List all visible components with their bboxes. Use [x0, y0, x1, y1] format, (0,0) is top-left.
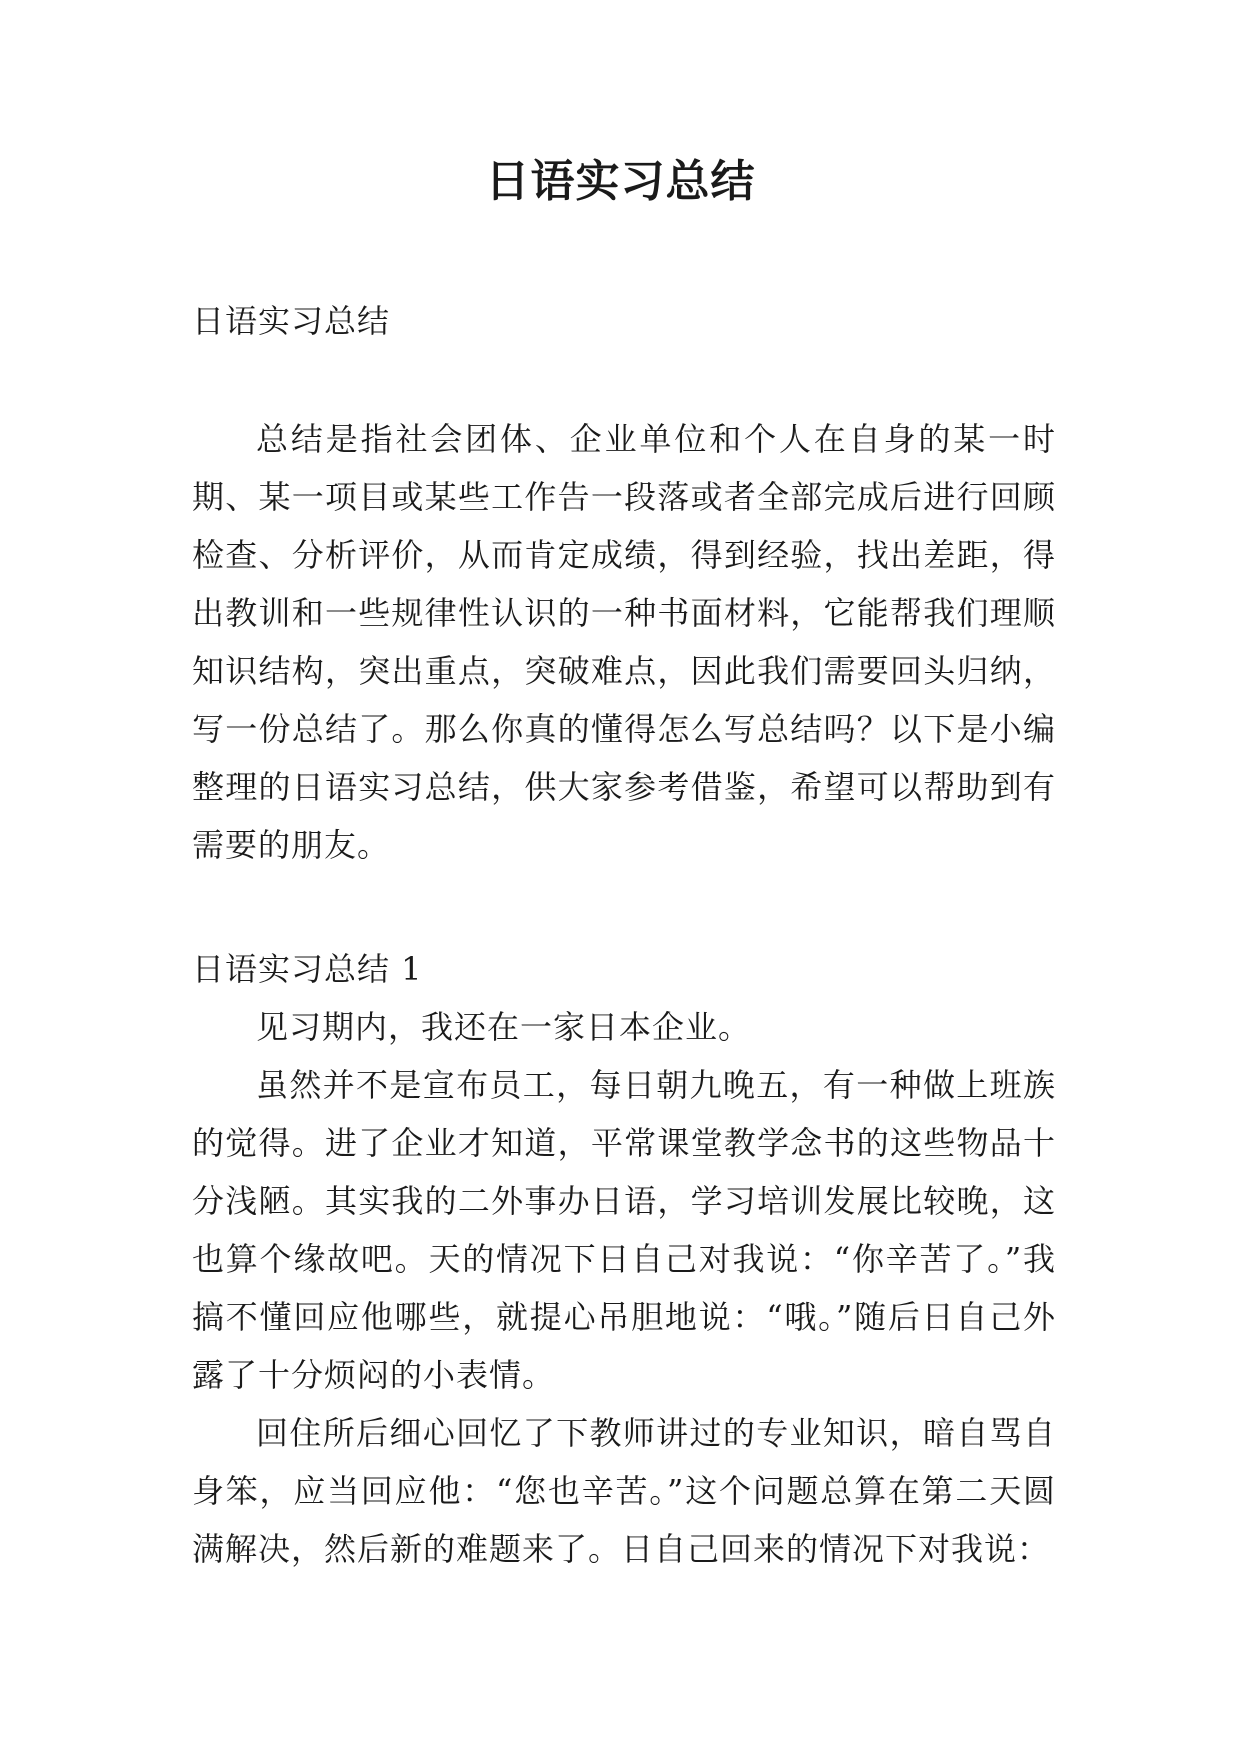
intro-paragraph: 总结是指社会团体、企业单位和个人在自身的某一时期、某一项目或某些工作告一段落或者全部完成后进行回顾检查、分析评价，从而肯定成绩，得到经验，找出差距，得出教训和一些规律性认识的一种书面材料，它能帮我们理顺知识结构，突出重点，突破难点，因此我们需要回头归纳，写一份总结了。那么你真的懂得怎么写总结吗？以下是小编整理的日语实习总结，供大家参考借鉴，希望可以帮助到有需要的朋友。	[192, 420, 1056, 864]
body-paragraph: 见习期内，我还在一家日本企业。	[256, 1008, 752, 1046]
section-heading: 日语实习总结 1	[192, 950, 423, 988]
body-paragraph: 虽然并不是宣布员工，每日朝九晚五，有一种做上班族的觉得。进了企业才知道，平常课堂教学念书的这些物品十分浅陋。其实我的二外事办日语，学习培训发展比较晚，这也算个缘故吧。天的情况下日自己对我说：“你辛苦了。”我搞不懂回应他哪些，就提心吊胆地说：“哦。”随后日自己外露了十分烦闷的小表情。	[192, 1066, 1056, 1394]
document-title: 日语实习总结	[485, 156, 756, 207]
body-paragraph: 回住所后细心回忆了下教师讲过的专业知识，暗自骂自身笨，应当回应他：“您也辛苦。”这个问题总算在第二天圆满解决，然后新的难题来了。日自己回来的情况下对我说：	[192, 1414, 1056, 1568]
document-subtitle: 日语实习总结	[192, 302, 391, 340]
document-body	[192, 292, 1056, 1578]
